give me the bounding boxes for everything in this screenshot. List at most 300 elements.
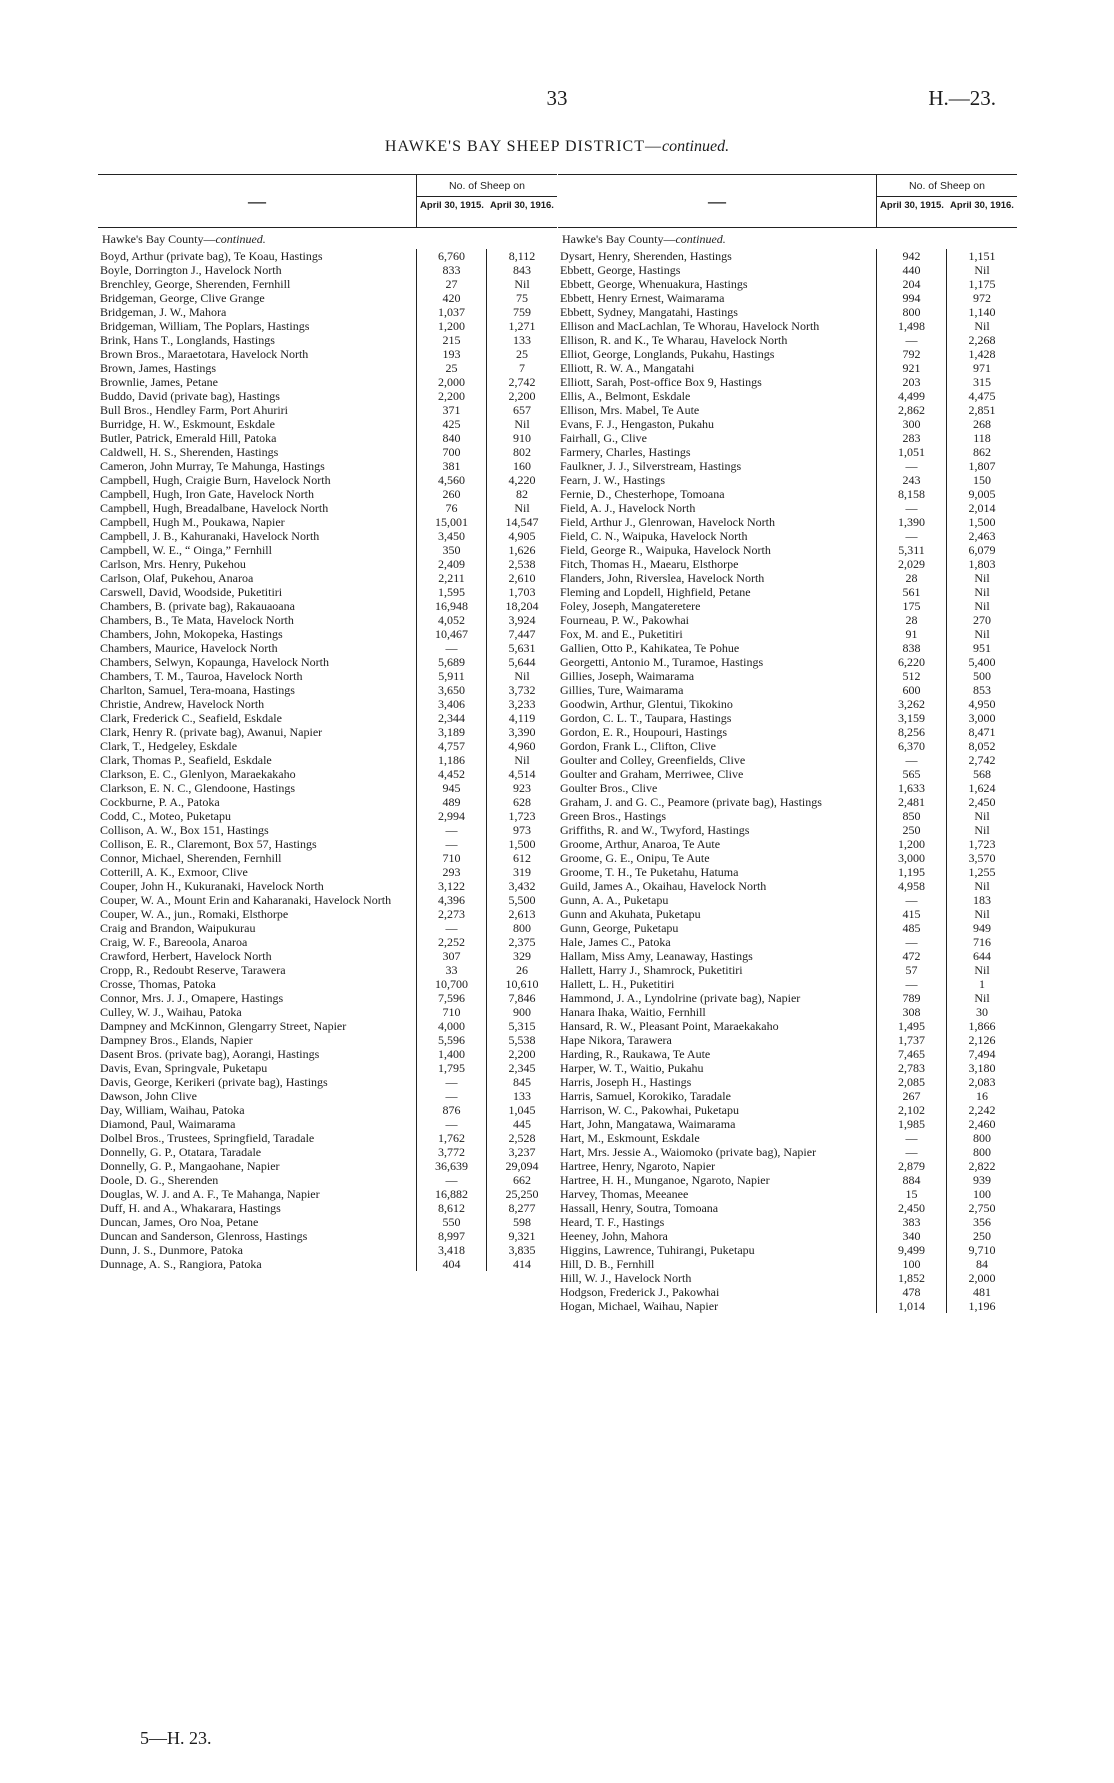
row-count-1915: 3,650: [417, 683, 487, 697]
row-count-1915: 2,481: [877, 795, 947, 809]
row-count-1915: 76: [417, 501, 487, 515]
row-name: Duff, H. and A., Whakarara, Hastings: [98, 1201, 417, 1215]
row-count-1915: 838: [877, 641, 947, 655]
row-count-1915: —: [417, 1075, 487, 1089]
subheading-continued: continued.: [215, 232, 266, 246]
row-count-1916: 1,500: [968, 515, 996, 529]
row-count-1916: 862: [973, 445, 991, 459]
header-dash: —: [558, 175, 877, 227]
row-name: Duncan, James, Oro Noa, Petane: [98, 1215, 417, 1229]
row-count-1915: 1,037: [417, 305, 487, 319]
subheading-continued: continued.: [675, 232, 726, 246]
row-count-1916: Nil: [974, 585, 990, 599]
row-count-1915: 1,852: [877, 1271, 947, 1285]
row-name: Diamond, Paul, Waimarama: [98, 1117, 417, 1131]
row-name: Campbell, Hugh, Iron Gate, Havelock North: [98, 487, 417, 501]
row-count-1916: Nil: [514, 501, 530, 515]
row-name: Duncan and Sanderson, Glenross, Hastings: [98, 1229, 417, 1243]
row-name: Ellis, A., Belmont, Eskdale: [558, 389, 877, 403]
row-count-1916: 1,807: [968, 459, 996, 473]
row-name: Hill, D. B., Fernhill: [558, 1257, 877, 1271]
row-name: Hart, M., Eskmount, Eskdale: [558, 1131, 877, 1145]
row-count-1915: 91: [877, 627, 947, 641]
row-count-1915: 6,220: [877, 655, 947, 669]
row-count-1915: 1,737: [877, 1033, 947, 1047]
row-count-1915: 5,311: [877, 543, 947, 557]
row-count-1916: 4,475: [968, 389, 996, 403]
row-count-1915: 2,085: [877, 1075, 947, 1089]
row-name: Christie, Andrew, Havelock North: [98, 697, 417, 711]
row-count-1915: 293: [417, 865, 487, 879]
row-count-1916: 3,237: [508, 1145, 536, 1159]
row-count-1916: 315: [973, 375, 991, 389]
row-count-1915: 25: [417, 361, 487, 375]
row-count-1916: 7,447: [508, 627, 536, 641]
row-name: Griffiths, R. and W., Twyford, Hastings: [558, 823, 877, 837]
row-count-1916: 1,723: [968, 837, 996, 851]
row-count-1915: 3,450: [417, 529, 487, 543]
row-count-1916: Nil: [974, 809, 990, 823]
row-count-1916: 662: [513, 1173, 531, 1187]
row-count-1916: 951: [973, 641, 991, 655]
row-name: Crosse, Thomas, Patoka: [98, 977, 417, 991]
row-count-1915: 565: [877, 767, 947, 781]
row-name: Clark, T., Hedgeley, Eskdale: [98, 739, 417, 753]
row-count-1916: 2,463: [968, 529, 996, 543]
row-name: Brown Bros., Maraetotara, Havelock North: [98, 347, 417, 361]
row-count-1916: 25: [516, 347, 528, 361]
row-count-1915: 16,948: [417, 599, 487, 613]
row-count-1915: 1,014: [877, 1299, 947, 1313]
row-count-1915: —: [877, 1131, 947, 1145]
row-count-1916: 250: [973, 1229, 991, 1243]
row-count-1916: 1,151: [968, 249, 996, 263]
row-count-1915: 203: [877, 375, 947, 389]
row-count-1916: 4,950: [968, 697, 996, 711]
row-count-1915: 561: [877, 585, 947, 599]
year-1916-label: April 30, 1916.: [950, 200, 1014, 211]
row-name: Campbell, W. E., “ Oinga,” Fernhill: [98, 543, 417, 557]
row-name: Gillies, Ture, Waimarama: [558, 683, 877, 697]
row-count-1915: —: [417, 921, 487, 935]
row-count-1915: —: [877, 529, 947, 543]
row-count-1916: 3,432: [508, 879, 536, 893]
row-count-1916: Nil: [974, 263, 990, 277]
row-name: Bridgeman, George, Clive Grange: [98, 291, 417, 305]
row-count-1916: 971: [973, 361, 991, 375]
row-count-1915: —: [417, 1089, 487, 1103]
row-count-1916: 319: [513, 865, 531, 879]
row-name: Gordon, C. L. T., Taupara, Hastings: [558, 711, 877, 725]
row-count-1915: 7,596: [417, 991, 487, 1005]
page-number: 33: [546, 86, 568, 110]
row-count-1915: 2,409: [417, 557, 487, 571]
row-count-1915: 6,760: [417, 249, 487, 263]
row-name: Gunn, A. A., Puketapu: [558, 893, 877, 907]
row-count-1915: 2,252: [417, 935, 487, 949]
row-count-1915: —: [877, 977, 947, 991]
row-name: Groome, Arthur, Anaroa, Te Aute: [558, 837, 877, 851]
row-count-1916: 29,094: [505, 1159, 539, 1173]
row-count-1916: 445: [513, 1117, 531, 1131]
row-count-1915: 15,001: [417, 515, 487, 529]
row-count-1916: 2,851: [968, 403, 996, 417]
table-header: [98, 174, 557, 228]
row-count-1916: 923: [513, 781, 531, 795]
row-name: Field, C. N., Waipuka, Havelock North: [558, 529, 877, 543]
row-name: Davis, Evan, Springvale, Puketapu: [98, 1061, 417, 1075]
row-count-1915: 2,879: [877, 1159, 947, 1173]
row-name: Dasent Bros. (private bag), Aorangi, Hastings: [98, 1047, 417, 1061]
row-count-1915: 3,189: [417, 725, 487, 739]
row-count-1916: Nil: [974, 599, 990, 613]
row-count-1915: 4,396: [417, 893, 487, 907]
row-count-1915: —: [417, 1117, 487, 1131]
row-name: Campbell, Hugh, Breadalbane, Havelock North: [98, 501, 417, 515]
row-count-1915: —: [417, 823, 487, 837]
page-title: [0, 138, 1114, 156]
row-count-1916: 2,200: [508, 389, 536, 403]
row-name: Cockburne, P. A., Patoka: [98, 795, 417, 809]
row-count-1915: —: [877, 893, 947, 907]
row-name: Guild, James A., Okaihau, Havelock North: [558, 879, 877, 893]
row-name: Craig, W. F., Bareoola, Anaroa: [98, 935, 417, 949]
row-name: Goulter and Colley, Greenfields, Clive: [558, 753, 877, 767]
row-count-1915: 9,499: [877, 1243, 947, 1257]
row-name: Crawford, Herbert, Havelock North: [98, 949, 417, 963]
row-count-1915: 3,000: [877, 851, 947, 865]
row-count-1916: 100: [973, 1187, 991, 1201]
row-count-1915: 2,344: [417, 711, 487, 725]
row-name: Connor, Mrs. J. J., Omapere, Hastings: [98, 991, 417, 1005]
row-name: Gordon, E. R., Houpouri, Hastings: [558, 725, 877, 739]
row-count-1915: 10,467: [417, 627, 487, 641]
row-name: Couper, John H., Kukuranaki, Havelock North: [98, 879, 417, 893]
row-count-1915: 250: [877, 823, 947, 837]
row-name: Groome, T. H., Te Puketahu, Hatuma: [558, 865, 877, 879]
row-count-1916: 3,000: [968, 711, 996, 725]
row-count-1916: 1,703: [508, 585, 536, 599]
row-count-1916: 598: [513, 1215, 531, 1229]
header-dash: —: [98, 175, 417, 227]
row-name: Clarkson, E. N. C., Glendoone, Hastings: [98, 781, 417, 795]
row-count-1916: Nil: [974, 879, 990, 893]
row-count-1915: 383: [877, 1215, 947, 1229]
row-count-1916: 628: [513, 795, 531, 809]
row-name: Elliot, George, Longlands, Pukahu, Hastings: [558, 347, 877, 361]
row-name: Gallien, Otto P., Kahikatea, Te Pohue: [558, 641, 877, 655]
row-name: Fox, M. and E., Puketitiri: [558, 627, 877, 641]
row-count-1915: 4,499: [877, 389, 947, 403]
row-count-1915: 33: [417, 963, 487, 977]
row-count-1915: —: [877, 459, 947, 473]
row-name: Bridgeman, J. W., Mahora: [98, 305, 417, 319]
row-name: Harper, W. T., Waitio, Pukahu: [558, 1061, 877, 1075]
row-name: Hassall, Henry, Soutra, Tomoana: [558, 1201, 877, 1215]
row-count-1916: 75: [516, 291, 528, 305]
row-name: Fernie, D., Chesterhope, Tomoana: [558, 487, 877, 501]
row-count-1916: 3,390: [508, 725, 536, 739]
row-count-1916: 2,242: [968, 1103, 996, 1117]
row-count-1916: 4,119: [508, 711, 536, 725]
row-count-1916: 1,500: [508, 837, 536, 851]
title-main: HAWKE'S BAY SHEEP DISTRICT—: [384, 138, 662, 155]
row-name: Fearn, J. W., Hastings: [558, 473, 877, 487]
row-name: Cotterill, A. K., Exmoor, Clive: [98, 865, 417, 879]
row-name: Campbell, Hugh M., Poukawa, Napier: [98, 515, 417, 529]
row-name: Chambers, Selwyn, Kopaunga, Havelock North: [98, 655, 417, 669]
row-count-1916: 30: [976, 1005, 988, 1019]
row-count-1916: 843: [513, 263, 531, 277]
row-count-1915: 1,595: [417, 585, 487, 599]
row-count-1915: 921: [877, 361, 947, 375]
row-count-1916: 150: [973, 473, 991, 487]
row-count-1916: Nil: [974, 627, 990, 641]
row-name: Gillies, Joseph, Waimarama: [558, 669, 877, 683]
row-name: Ebbett, Henry Ernest, Waimarama: [558, 291, 877, 305]
row-count-1915: 4,958: [877, 879, 947, 893]
row-count-1916: 133: [513, 333, 531, 347]
row-count-1916: 3,180: [968, 1061, 996, 1075]
row-count-1915: 308: [877, 1005, 947, 1019]
row-count-1915: 942: [877, 249, 947, 263]
row-name: Hartree, H. H., Munganoe, Ngaroto, Napier: [558, 1173, 877, 1187]
row-count-1916: 84: [976, 1257, 988, 1271]
row-count-1915: 2,273: [417, 907, 487, 921]
row-name: Dysart, Henry, Sherenden, Hastings: [558, 249, 877, 263]
row-count-1915: 472: [877, 949, 947, 963]
row-count-1916: Nil: [974, 823, 990, 837]
row-name: Fairhall, G., Clive: [558, 431, 877, 445]
row-count-1915: 1,186: [417, 753, 487, 767]
row-name: Dunn, J. S., Dunmore, Patoka: [98, 1243, 417, 1257]
row-count-1916: 1: [979, 977, 985, 991]
row-count-1916: 3,732: [508, 683, 536, 697]
no-of-sheep-label: No. of Sheep on: [877, 175, 1017, 197]
row-count-1916: Nil: [974, 963, 990, 977]
row-name: Ellison and MacLachlan, Te Whorau, Havelock North: [558, 319, 877, 333]
row-name: Ebbett, George, Hastings: [558, 263, 877, 277]
row-name: Campbell, Hugh, Craigie Burn, Havelock North: [98, 473, 417, 487]
row-count-1915: 440: [877, 263, 947, 277]
row-count-1915: 404: [417, 1257, 487, 1271]
row-count-1915: 876: [417, 1103, 487, 1117]
row-count-1916: 802: [513, 445, 531, 459]
row-name: Hallam, Miss Amy, Leanaway, Hastings: [558, 949, 877, 963]
row-count-1916: 2,460: [968, 1117, 996, 1131]
table-body: [98, 228, 557, 1271]
row-count-1916: 3,924: [508, 613, 536, 627]
row-name: Codd, C., Moteo, Puketapu: [98, 809, 417, 823]
row-count-1916: 2,000: [968, 1271, 996, 1285]
row-name: Hodgson, Frederick J., Pakowhai: [558, 1285, 877, 1299]
row-name: Brenchley, George, Sherenden, Fernhill: [98, 277, 417, 291]
row-count-1916: 1,196: [968, 1299, 996, 1313]
row-count-1915: 700: [417, 445, 487, 459]
subheading-county: Hawke's Bay County—: [562, 232, 676, 246]
row-count-1915: 2,783: [877, 1061, 947, 1075]
row-count-1915: 243: [877, 473, 947, 487]
row-count-1915: 260: [417, 487, 487, 501]
row-name: Heard, T. F., Hastings: [558, 1215, 877, 1229]
year-1915-label: April 30, 1915.: [880, 200, 944, 211]
row-count-1915: 27: [417, 277, 487, 291]
row-count-1915: 3,262: [877, 697, 947, 711]
row-count-1916: 900: [513, 1005, 531, 1019]
row-count-1916: 2,375: [508, 935, 536, 949]
title-continued: continued.: [661, 138, 730, 155]
row-count-1915: 478: [877, 1285, 947, 1299]
document-ref: H.—23.: [928, 86, 996, 110]
row-name: Doole, D. G., Sherenden: [98, 1173, 417, 1187]
county-subheading: [98, 228, 557, 249]
row-count-1916: 16: [976, 1089, 988, 1103]
row-count-1916: 183: [973, 893, 991, 907]
row-count-1915: 833: [417, 263, 487, 277]
row-count-1916: 7,846: [508, 991, 536, 1005]
row-count-1915: 381: [417, 459, 487, 473]
row-count-1916: 9,321: [508, 1229, 536, 1243]
row-count-1916: 568: [973, 767, 991, 781]
row-name: Farmery, Charles, Hastings: [558, 445, 877, 459]
row-count-1915: 300: [877, 417, 947, 431]
row-name: Brink, Hans T., Longlands, Hastings: [98, 333, 417, 347]
row-count-1916: 1,723: [508, 809, 536, 823]
row-count-1916: 7,494: [968, 1047, 996, 1061]
row-name: Douglas, W. J. and A. F., Te Mahanga, Napier: [98, 1187, 417, 1201]
row-count-1915: 945: [417, 781, 487, 795]
row-count-1916: 500: [973, 669, 991, 683]
row-count-1915: 57: [877, 963, 947, 977]
row-name: Elliott, R. W. A., Mangatahi: [558, 361, 877, 375]
row-name: Culley, W. J., Waihau, Patoka: [98, 1005, 417, 1019]
row-count-1916: Nil: [514, 277, 530, 291]
row-count-1916: 853: [973, 683, 991, 697]
row-name: Chambers, T. M., Tauroa, Havelock North: [98, 669, 417, 683]
row-count-1916: 2,742: [508, 375, 536, 389]
row-count-1915: —: [877, 333, 947, 347]
row-count-1915: 4,560: [417, 473, 487, 487]
row-name: Gunn and Akuhata, Puketapu: [558, 907, 877, 921]
row-name: Faulkner, J. J., Silverstream, Hastings: [558, 459, 877, 473]
row-count-1916: 8,277: [508, 1201, 536, 1215]
row-count-1916: Nil: [974, 571, 990, 585]
row-count-1915: —: [877, 501, 947, 515]
row-name: Hart, John, Mangatawa, Waimarama: [558, 1117, 877, 1131]
row-name: Flanders, John, Riverslea, Havelock North: [558, 571, 877, 585]
row-count-1915: —: [417, 837, 487, 851]
row-count-1916: 2,822: [968, 1159, 996, 1173]
row-count-1916: 5,315: [508, 1019, 536, 1033]
row-count-1916: 800: [973, 1131, 991, 1145]
row-count-1915: 350: [417, 543, 487, 557]
row-count-1915: 7,465: [877, 1047, 947, 1061]
row-count-1915: 8,158: [877, 487, 947, 501]
row-count-1916: 2,345: [508, 1061, 536, 1075]
row-count-1916: 1,271: [508, 319, 536, 333]
row-count-1915: 1,200: [877, 837, 947, 851]
row-count-1916: 759: [513, 305, 531, 319]
row-name: Harding, R., Raukawa, Te Aute: [558, 1047, 877, 1061]
row-count-1915: —: [877, 1145, 947, 1159]
row-count-1916: 612: [513, 851, 531, 865]
row-count-1915: 994: [877, 291, 947, 305]
row-count-1916: 716: [973, 935, 991, 949]
row-count-1915: 100: [877, 1257, 947, 1271]
row-count-1915: 16,882: [417, 1187, 487, 1201]
row-name: Burridge, H. W., Eskmount, Eskdale: [98, 417, 417, 431]
row-name: Carlson, Olaf, Pukehou, Anaroa: [98, 571, 417, 585]
row-name: Hartree, Henry, Ngaroto, Napier: [558, 1159, 877, 1173]
row-count-1916: 26: [516, 963, 528, 977]
row-name: Clark, Frederick C., Seafield, Eskdale: [98, 711, 417, 725]
row-count-1916: 3,835: [508, 1243, 536, 1257]
row-count-1915: 267: [877, 1089, 947, 1103]
row-count-1915: 800: [877, 305, 947, 319]
row-count-1916: 6,079: [968, 543, 996, 557]
row-count-1916: 2,750: [968, 1201, 996, 1215]
row-name: Hogan, Michael, Waihau, Napier: [558, 1299, 877, 1313]
row-name: Field, George R., Waipuka, Havelock North: [558, 543, 877, 557]
row-name: Cameron, John Murray, Te Mahunga, Hastings: [98, 459, 417, 473]
row-count-1916: 949: [973, 921, 991, 935]
row-name: Couper, W. A., Mount Erin and Kaharanaki, Havelock North: [98, 893, 417, 907]
row-count-1915: 307: [417, 949, 487, 963]
row-count-1915: 3,159: [877, 711, 947, 725]
row-count-1916: 972: [973, 291, 991, 305]
row-count-1915: 5,596: [417, 1033, 487, 1047]
row-count-1915: 215: [417, 333, 487, 347]
row-count-1916: 9,005: [968, 487, 996, 501]
row-name: Harvey, Thomas, Meeanee: [558, 1187, 877, 1201]
row-count-1915: 2,450: [877, 1201, 947, 1215]
row-count-1915: 2,994: [417, 809, 487, 823]
row-name: Hill, W. J., Havelock North: [558, 1271, 877, 1285]
row-count-1915: 1,400: [417, 1047, 487, 1061]
row-name: Harris, Samuel, Korokiko, Taradale: [558, 1089, 877, 1103]
row-count-1915: 2,200: [417, 389, 487, 403]
row-name: Bridgeman, William, The Poplars, Hastings: [98, 319, 417, 333]
row-count-1916: 800: [973, 1145, 991, 1159]
row-count-1916: 1,626: [508, 543, 536, 557]
row-count-1916: 5,538: [508, 1033, 536, 1047]
row-count-1915: 710: [417, 851, 487, 865]
row-name: Chambers, B., Te Mata, Havelock North: [98, 613, 417, 627]
row-count-1916: 5,500: [508, 893, 536, 907]
row-count-1915: 8,256: [877, 725, 947, 739]
page-footer: 5—H. 23.: [140, 1728, 212, 1748]
row-count-1915: —: [417, 1173, 487, 1187]
row-count-1916: Nil: [974, 907, 990, 921]
row-count-1915: 840: [417, 431, 487, 445]
row-count-1916: 8,052: [968, 739, 996, 753]
row-name: Craig and Brandon, Waipukurau: [98, 921, 417, 935]
row-count-1915: 420: [417, 291, 487, 305]
row-name: Dolbel Bros., Trustees, Springfield, Taradale: [98, 1131, 417, 1145]
row-name: Ebbett, Sydney, Mangatahi, Hastings: [558, 305, 877, 319]
row-count-1915: 512: [877, 669, 947, 683]
row-count-1915: 3,772: [417, 1145, 487, 1159]
row-count-1915: 1,498: [877, 319, 947, 333]
row-name: Buddo, David (private bag), Hastings: [98, 389, 417, 403]
row-count-1915: 710: [417, 1005, 487, 1019]
row-name: Fourneau, P. W., Pakowhai: [558, 613, 877, 627]
row-name: Campbell, J. B., Kahuranaki, Havelock North: [98, 529, 417, 543]
row-name: Clark, Henry R. (private bag), Awanui, Napier: [98, 725, 417, 739]
row-name: Heeney, John, Mahora: [558, 1229, 877, 1243]
row-name: Chambers, John, Mokopeka, Hastings: [98, 627, 417, 641]
row-name: Hallett, L. H., Puketitiri: [558, 977, 877, 991]
